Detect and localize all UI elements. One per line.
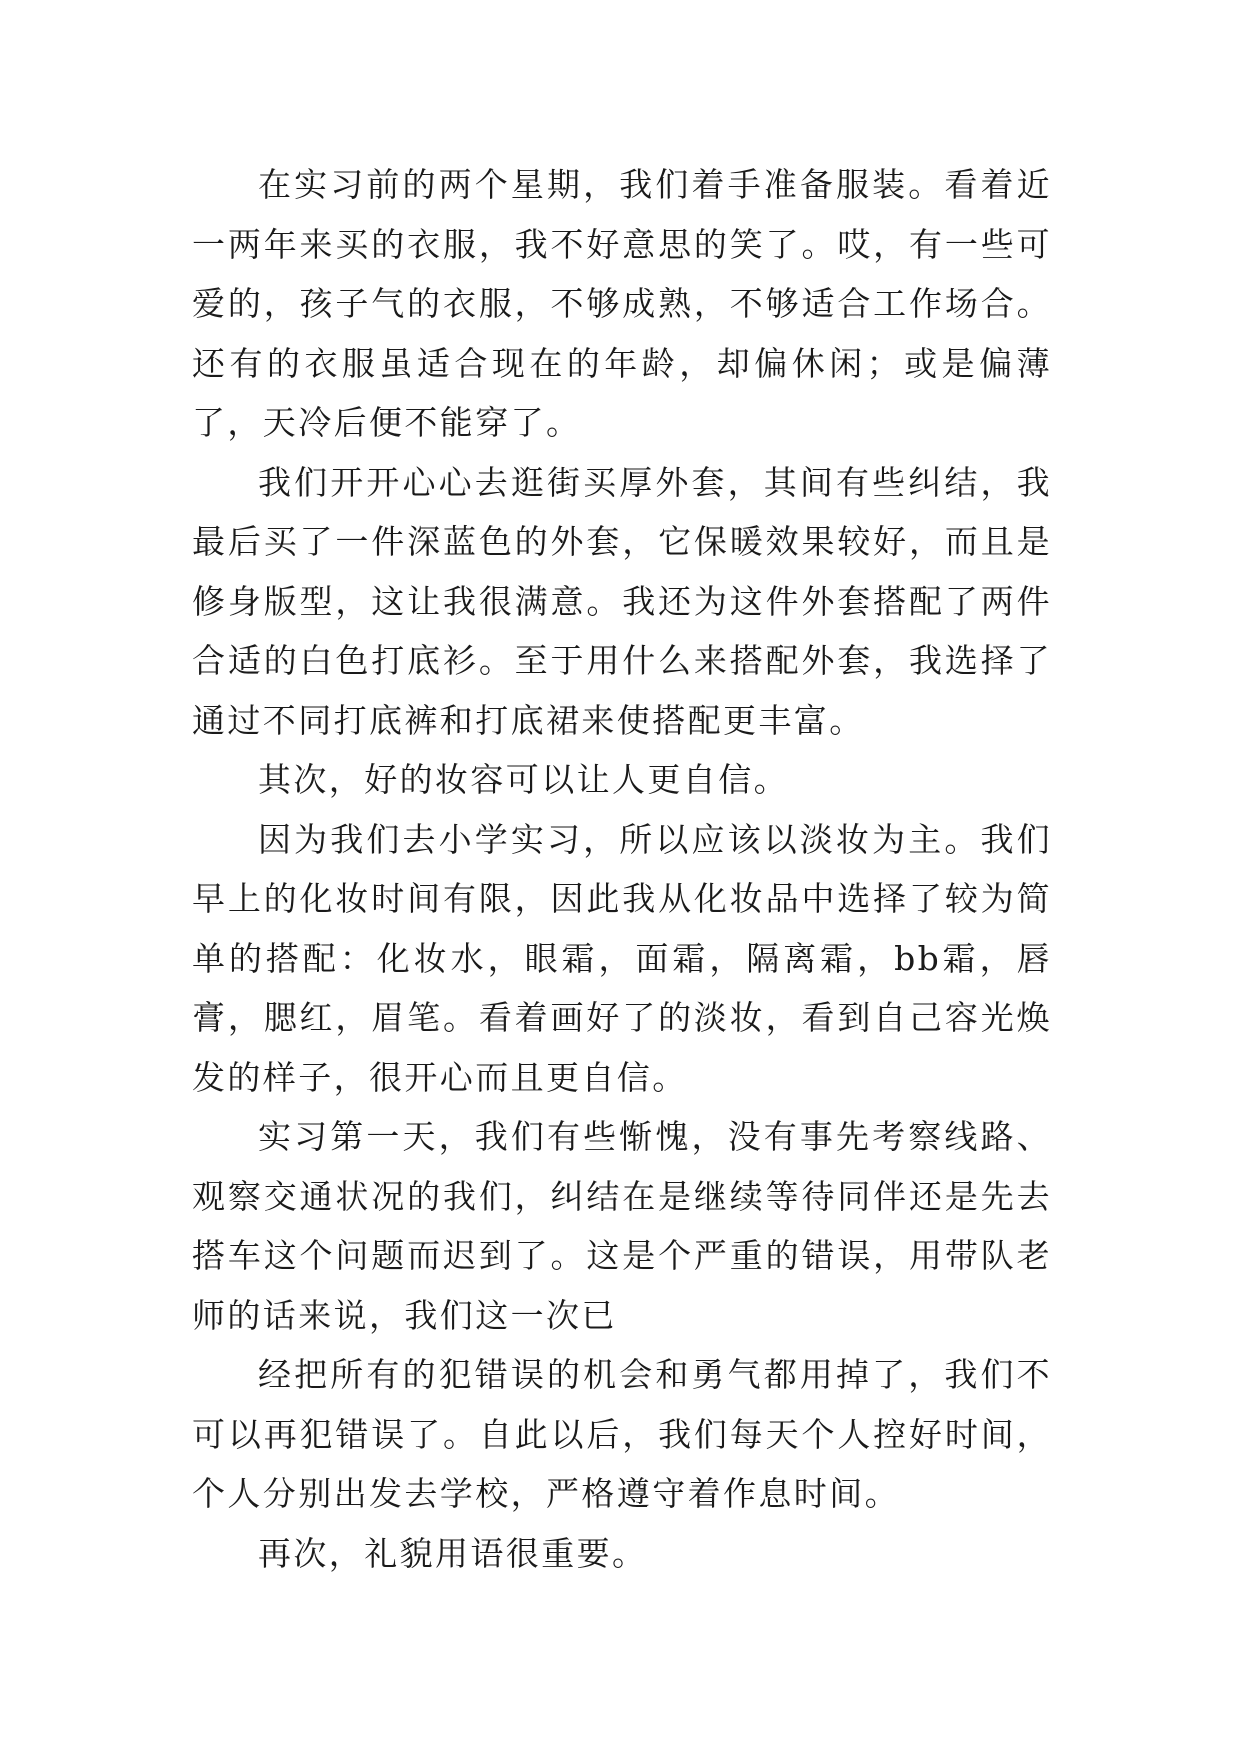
paragraph-polite-language: 再次，礼貌用语很重要。 <box>258 1533 648 1573</box>
document-body <box>192 155 1052 1583</box>
paragraph-light-makeup: 因为我们去小学实习，所以应该以淡妆为主。我们早上的化妆时间有限，因此我从化妆品中选择了较为简单的搭配：化妆水，眼霜，面霜，隔离霜，bb霜，唇膏，腮红，眉笔。看着画好了的淡妆，看到自己容光焕发的样子，很开心而且更自信。 <box>192 819 1052 1097</box>
paragraph-makeup-intro: 其次，好的妆容可以让人更自信。 <box>258 760 789 799</box>
paragraph-first-day: 实习第一天，我们有些惭愧，没有事先考察线路、观察交通状况的我们，纠结在是继续等待同伴还是先去搭车这个问题而迟到了。这是个严重的错误，用带队老师的话来说，我们这一次已 <box>192 1117 1052 1335</box>
paragraph-no-more-mistakes: 经把所有的犯错误的机会和勇气都用掉了，我们不可以再犯错误了。自此以后，我们每天个人控好时间，个人分别出发去学校，严格遵守着作息时间。 <box>192 1355 1052 1513</box>
paragraph-buying-coat: 我们开开心心去逛街买厚外套，其间有些纠结，我最后买了一件深蓝色的外套，它保暖效果较好，而且是修身版型，这让我很满意。我还为这件外套搭配了两件合适的白色打底衫。至于用什么来搭配外套，我选择了通过不同打底裤和打底裙来使搭配更丰富。 <box>192 462 1052 740</box>
paragraph-clothing-preparation: 在实习前的两个星期，我们着手准备服装。看着近一两年来买的衣服，我不好意思的笑了。哎，有一些可爱的，孩子气的衣服，不够成熟，不够适合工作场合。还有的衣服虽适合现在的年龄，却偏休闲；或是偏薄了，天冷后便不能穿了。 <box>192 165 1052 442</box>
